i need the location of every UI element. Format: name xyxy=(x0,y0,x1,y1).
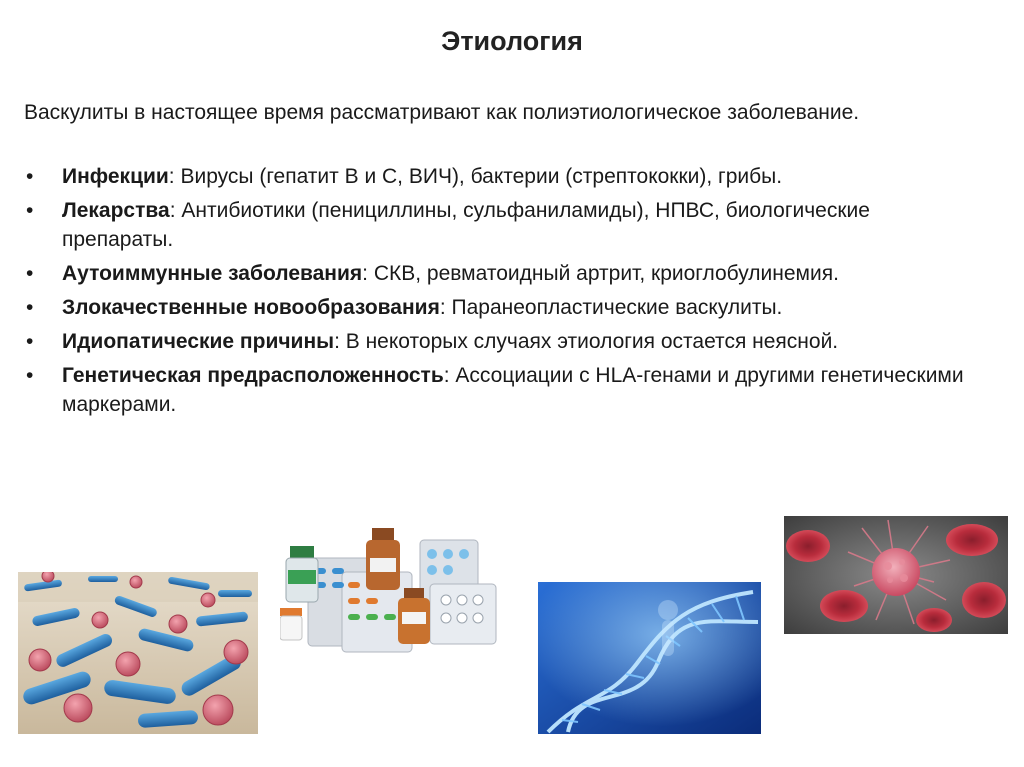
cancer-cell-image xyxy=(784,516,1008,634)
bullet-term: Идиопатические причины xyxy=(62,330,335,353)
bullet-marker: • xyxy=(26,165,34,188)
bacteria-virus-image xyxy=(18,572,258,734)
bullet-text: : В некоторых случаях этиология остается неясной. xyxy=(334,330,839,353)
bullet-text: : Ассоциации с HLA-генами и другими генетическими маркерами. xyxy=(62,364,964,416)
intro-text: Васкулиты в настоящее время рассматривают как полиэтиологическое заболевание. xyxy=(24,101,860,124)
bullet-term: Генетическая предрасположенность xyxy=(62,364,444,387)
bullet-marker: • xyxy=(26,364,34,387)
list-item xyxy=(24,361,984,419)
list-item xyxy=(24,259,984,288)
list-item xyxy=(24,293,984,322)
bullet-marker: • xyxy=(26,296,34,319)
bullet-text: : СКВ, ревматоидный артрит, криоглобулинемия. xyxy=(362,262,839,285)
list-item xyxy=(24,196,984,254)
medicine-image xyxy=(280,528,502,656)
etiology-list xyxy=(24,162,984,424)
list-item xyxy=(24,162,984,191)
bullet-marker: • xyxy=(26,262,34,285)
bullet-term: Лекарства xyxy=(62,199,170,222)
bullet-text: : Вирусы (гепатит В и С, ВИЧ), бактерии (стрептококки), грибы. xyxy=(168,165,783,188)
dna-image xyxy=(538,582,761,734)
bullet-term: Аутоиммунные заболевания xyxy=(62,262,363,285)
slide-title: Этиология xyxy=(441,26,583,56)
bullet-term: Инфекции xyxy=(62,165,169,188)
list-item xyxy=(24,327,984,356)
bullet-term: Злокачественные новообразования xyxy=(62,296,440,319)
bullet-text: : Паранеопластические васкулиты. xyxy=(439,296,783,319)
bullet-marker: • xyxy=(26,330,34,353)
bullet-marker: • xyxy=(26,199,34,222)
bullet-text: : Антибиотики (пенициллины, сульфаниламиды), НПВС, биологические препараты. xyxy=(62,199,870,251)
